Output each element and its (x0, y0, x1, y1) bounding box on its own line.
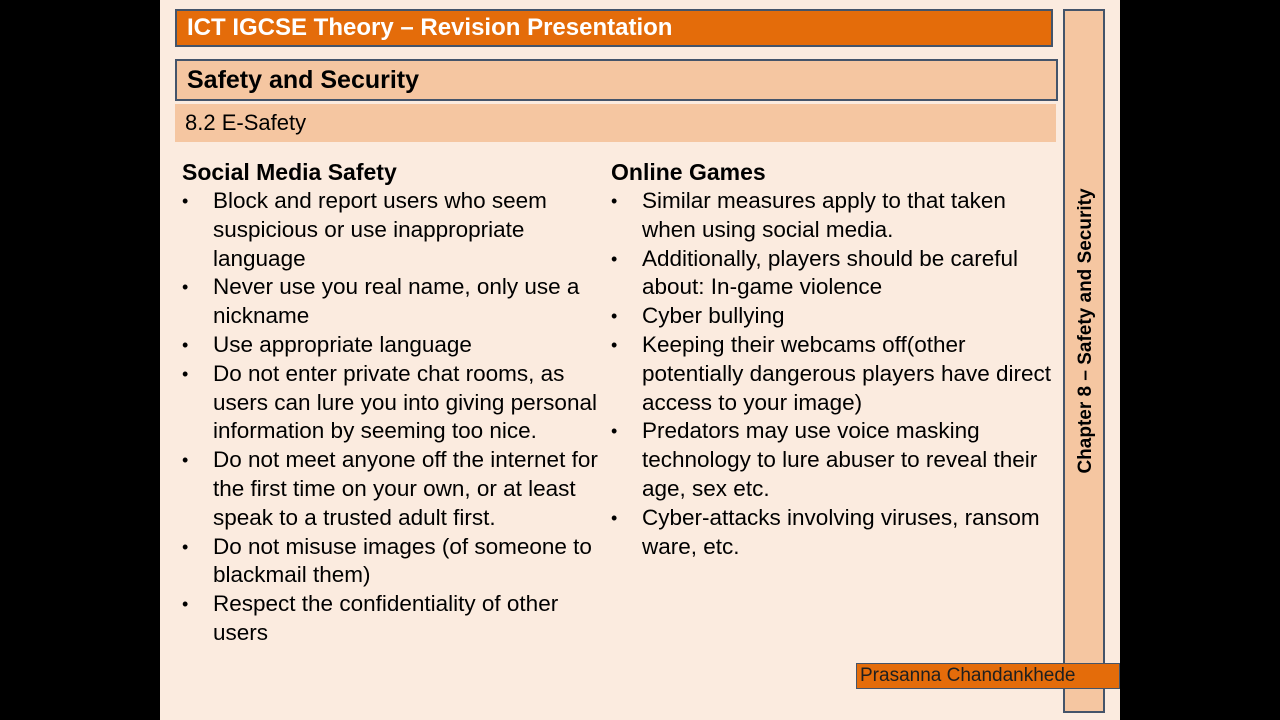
social-media-column (182, 158, 602, 648)
slide (160, 0, 1120, 720)
list-item: • Predators may use voice masking technology to lure abuser to reveal their age, sex etc. (611, 417, 1051, 503)
online-games-column (611, 158, 1051, 561)
list-item: • Do not meet anyone off the internet for the first time on your own, or at least speak to a trusted adult first. (182, 446, 602, 532)
online-games-list (611, 187, 1051, 561)
list-item: • Do not enter private chat rooms, as users can lure you into giving personal information by seeming too nice. (182, 360, 602, 446)
social-media-heading: Social Media Safety (182, 159, 397, 185)
list-item: • Similar measures apply to that taken when using social media. (611, 187, 1051, 245)
subsection-title: 8.2 E-Safety (175, 104, 1056, 142)
social-media-list (182, 187, 602, 648)
list-item: • Keeping their webcams off(other potentially dangerous players have direct access to your image) (611, 331, 1051, 417)
list-item: • Respect the confidentiality of other users (182, 590, 602, 648)
list-item: • Use appropriate language (182, 331, 602, 360)
list-item: • Cyber bullying (611, 302, 1051, 331)
list-item: • Never use you real name, only use a nickname (182, 273, 602, 331)
author-label: Prasanna Chandankhede (856, 663, 1120, 689)
list-item: • Cyber-attacks involving viruses, ransom ware, etc. (611, 504, 1051, 562)
presentation-title: ICT IGCSE Theory – Revision Presentation (175, 9, 1053, 47)
chapter-side-tab (1063, 9, 1105, 713)
section-title: Safety and Security (175, 59, 1058, 101)
online-games-heading: Online Games (611, 159, 766, 185)
chapter-label: Chapter 8 – Safety and Security (1075, 188, 1096, 474)
list-item: • Do not misuse images (of someone to blackmail them) (182, 533, 602, 591)
list-item: • Block and report users who seem suspicious or use inappropriate language (182, 187, 602, 273)
list-item: • Additionally, players should be careful about: In-game violence (611, 245, 1051, 303)
